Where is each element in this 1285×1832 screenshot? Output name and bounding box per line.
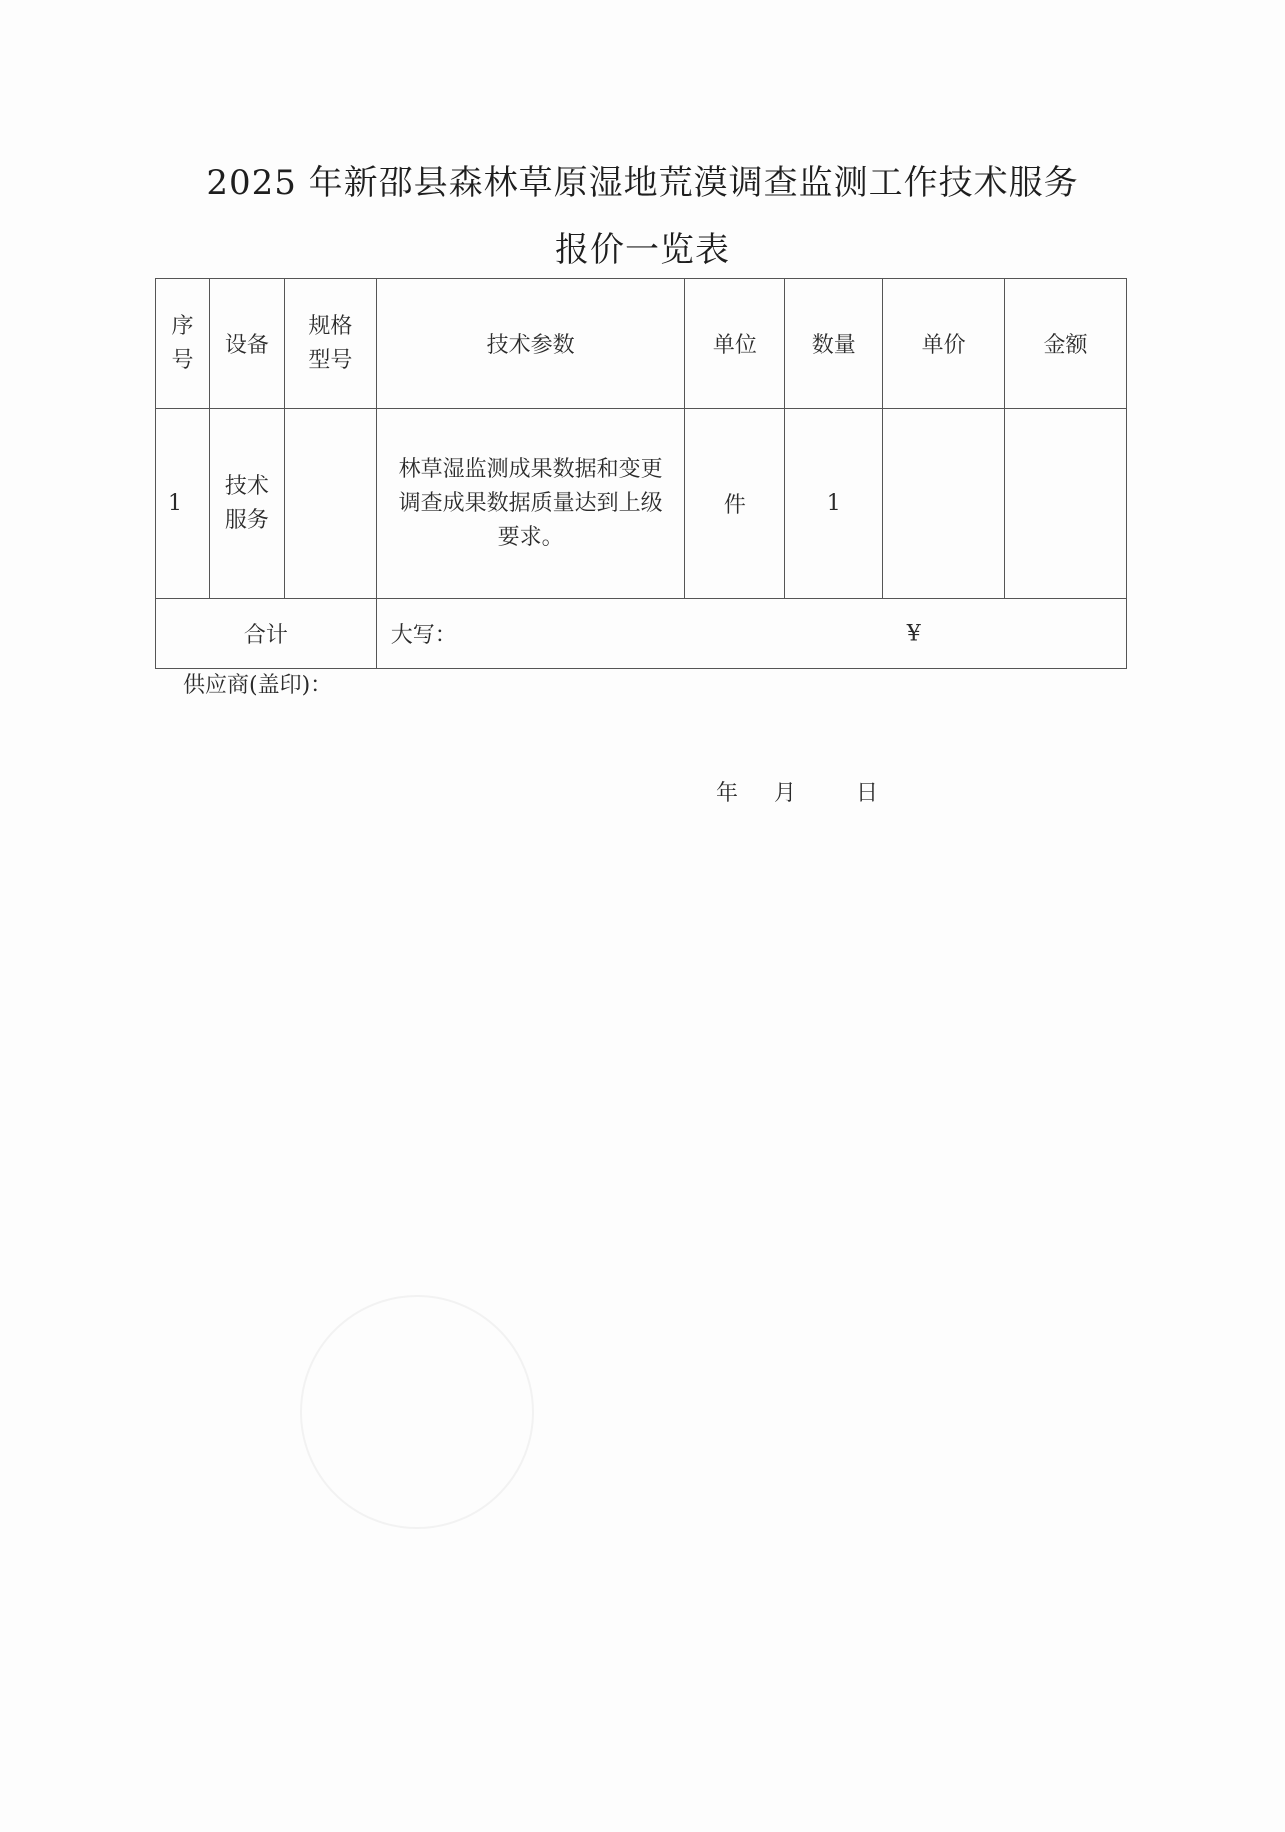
table-row — [156, 409, 1127, 599]
document-title-line2: 报价一览表 — [555, 230, 730, 270]
total-label: 合计 — [156, 599, 377, 669]
header-spec-line1: 规格 — [308, 313, 353, 339]
header-unit: 单位 — [685, 279, 785, 409]
header-equipment: 设备 — [209, 279, 284, 409]
header-spec — [284, 279, 376, 409]
table-total-row — [156, 599, 1127, 669]
faded-seal-mark — [300, 1295, 534, 1529]
capital-amount-label: 大写： — [390, 623, 457, 648]
quotation-table — [155, 278, 1127, 669]
cell-quantity: 1 — [785, 409, 883, 599]
cell-equipment-line2: 服务 — [224, 507, 269, 533]
header-amount: 金额 — [1005, 279, 1127, 409]
header-seq-line1: 序 — [171, 313, 194, 339]
header-spec-line2: 型号 — [308, 347, 353, 373]
cell-params: 林草湿监测成果数据和变更调查成果数据质量达到上级要求。 — [376, 409, 685, 599]
cell-unit: 件 — [685, 409, 785, 599]
document-title-line1: 2025 年新邵县森林草原湿地荒漠调查监测工作技术服务 — [206, 163, 1079, 203]
cell-unit-price — [883, 409, 1005, 599]
date-year-label: 年 — [716, 781, 739, 806]
currency-symbol: ¥ — [906, 621, 921, 646]
header-params: 技术参数 — [376, 279, 685, 409]
header-unit-price: 单价 — [883, 279, 1005, 409]
cell-equipment-line1: 技术 — [224, 473, 269, 499]
cell-equipment — [209, 409, 284, 599]
cell-amount — [1005, 409, 1127, 599]
table-header-row — [156, 279, 1127, 409]
date-month-label: 月 — [774, 781, 797, 806]
header-quantity: 数量 — [785, 279, 883, 409]
header-seq-line2: 号 — [171, 347, 194, 373]
header-seq — [156, 279, 210, 409]
date-day-label: 日 — [856, 781, 879, 806]
cell-seq: 1 — [156, 409, 210, 599]
total-value-cell — [376, 599, 1126, 669]
cell-spec — [284, 409, 376, 599]
supplier-seal-label: 供应商(盖印)： — [183, 673, 333, 698]
